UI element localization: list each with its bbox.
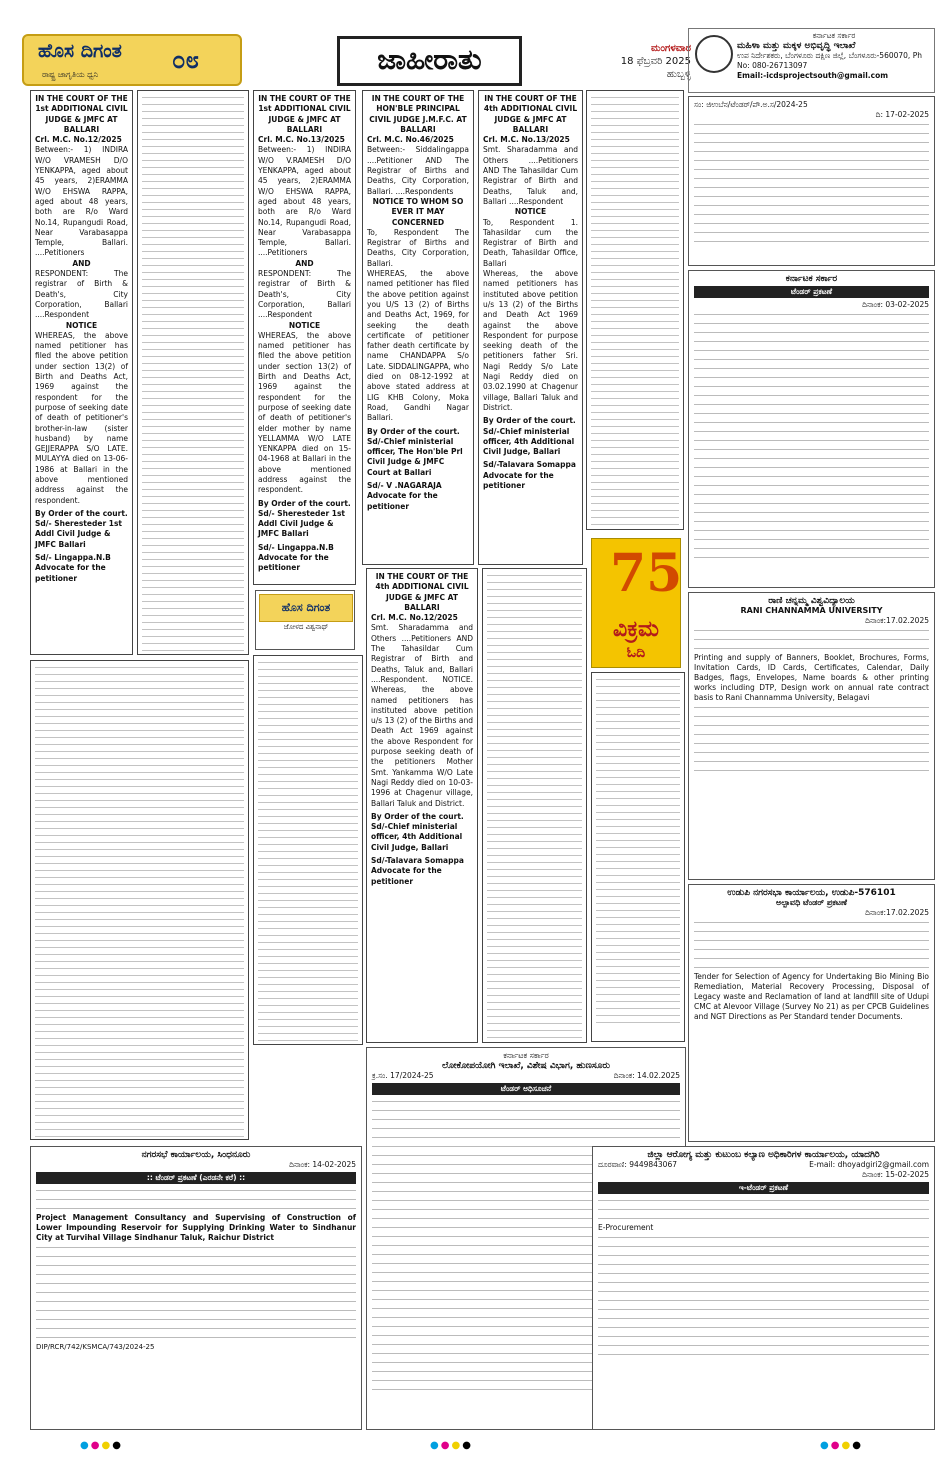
ad-email: E-mail: dhoyadgiri2@gmail.com <box>809 1160 929 1169</box>
ad-footer: DIP/RCR/742/KSMCA/743/2024-25 <box>36 1343 155 1351</box>
udupi-tender <box>688 884 935 1142</box>
notice-body: Smt. Sharadamma and Others ....Petitioners AND The Tahasildar Cum Registrar of Birth and Deaths, Taluk and, Ballari ....Respondent. NOTICE. Whereas, the above named petitioners has instituted above petition u/s 13 (2) of the Births and Death Act 1969 against the above Respondent for purpose seeking death of the petitioners Mother Smt. Yankamma W/O Late Nagi Reddy died on 10-03-1996 at Chagenur village, Ballari Taluk and District. <box>371 623 473 808</box>
case-number: Crl. M.C. No.12/2025 <box>35 135 122 145</box>
notice-label: NOTICE <box>65 320 98 330</box>
court-name: IN THE COURT OF THE 4th ADDITIONAL CIVIL JUDGE & JMFC AT BALLARI <box>375 572 469 612</box>
ad-office: ನಗರಸಭೆ ಕಾರ್ಯಾಲಯ, ಸಿಂಧನೂರು <box>141 1150 251 1160</box>
ad-ref: ಕ್ರ.ಸಂ. 17/2024-25 <box>372 1071 434 1080</box>
city: ಹುಬ್ಬಳ್ಳಿ <box>666 69 691 80</box>
kannada-notice-b <box>586 90 684 530</box>
notice-body: WHEREAS, the above named petitioner has filed the above petition under section 13(2) of Birth and Deaths Act, 1969 against the respondent for the purpose of seeking date of death of petitioner's elder mother by name YELLAMMA W/O LATE YENKAPPA died on 15-04-1968 at Ballari in the above mentioned address against the respondent. <box>258 330 351 495</box>
logo-tagline: ರಾಷ್ಟ್ರ ಜಾಗೃತಿಯ ಧ್ವನಿ <box>42 70 99 79</box>
ad-sub: ಟೆಂಡರ್ ಪ್ರಕಟಣೆ <box>694 286 929 298</box>
ad-ref: ದಿನಾಂಕ:17.02.2025 <box>865 616 929 625</box>
sindhanur-tender <box>30 1146 362 1430</box>
order-signature: By Order of the court. Sd/-Chief ministerial officer, 4th Additional Civil Judge, Ballari <box>483 416 576 457</box>
notice-body: Whereas, the above named petitioners has instituted above petition u/s 13 (2) of the Births and Death Act 1969 against the above Respondent for purpose seeking death of the petitioners father Sri. Nagi Reddy S/o Late Nagi Reddy died on 03.02.1990 at Chagenur village, Ballari Taluk and District. <box>483 269 578 412</box>
kannada-notice-d <box>253 655 363 1045</box>
court-notice-1 <box>30 90 133 655</box>
notice-label: NOTICE <box>288 320 321 330</box>
court-name: IN THE COURT OF THE HON'BLE PRINCIPAL CIVIL JUDGE J.M.F.C. AT BALLARI <box>369 94 467 134</box>
ad-title: ಇ-ಟೆಂಡರ್ ಪ್ರಕಟಣೆ <box>598 1182 929 1194</box>
gov-ref: ಸಂ: ಜಿಉಬೆನ/ಟೆಂಡರ್/ಪೌ.ಅ.ಸ/2024-25 <box>694 100 808 109</box>
notice-label: NOTICE TO WHOM SO EVER IT MAY CONCERNED <box>372 196 464 227</box>
ad-title: :: ಟೆಂಡರ್ ಪ್ರಕಟಣೆ (ಎರಡನೇ ಕರೆ) :: <box>36 1172 356 1184</box>
advocate: Sd/-Talavara Somappa Advocate for the petitioner <box>483 460 576 490</box>
notice-body: WHEREAS, the above named petitioner has filed the above petition under section 13(2) of Birth and Deaths Act, 1969 against the respondent for the purpose of seeking date of death of petitioner's brother-in-law (sister husband) by name GEJJERAPPA S/O LATE. MULAYYA died on 13-06-1986 at Ballari in the above mentioned address against the respondent. <box>35 330 128 505</box>
mini-ad <box>255 590 355 650</box>
respondent: To, Respondent The Registrar of Births and Deaths, City Corporation, Ballari. <box>367 227 469 268</box>
ad-office: ಜಿಲ್ಲಾ ಆರೋಗ್ಯ ಮತ್ತು ಕುಟುಂಬ ಕಲ್ಯಾಣ ಅಧಿಕಾರಿಗಳ ಕಾರ್ಯಾಲಯ, ಯಾದಗಿರಿ <box>647 1150 880 1160</box>
vikrama-ad <box>591 538 681 668</box>
color-registration-marks: ●●●● <box>430 1440 473 1451</box>
ad-body: Printing and supply of Banners, Booklet, Brochures, Forms, Invitation Cards, ID Cards, Certificates, Calendar, Daily Badges, flags, Envelopes, Name boards & other printing works including DTP, Design work on annual rate contract basis to Rani Channamma University, Belagavi <box>694 653 929 702</box>
gov-notice-body <box>688 96 935 266</box>
edition-number: ೦೮ <box>172 46 199 74</box>
court-name: IN THE COURT OF THE 4th ADDITIONAL CIVIL JUDGE & JMFC AT BALLARI <box>483 94 578 134</box>
court-notice-4 <box>478 90 583 565</box>
ad-body: Tender for Selection of Agency for Undertaking Bio Mining Bio Remediation, Material Recovery Processing, Disposal of Legacy waste and Reclamation of land at landfill site of Udupi CMC at Alevoor Village (Survey No 21) as per CPCB Guidelines and NGT Directions as Per Standard tender Documents. <box>694 972 929 1021</box>
mini-ad-text: ಜೋಳದ ವಿಶ್ವನಾಥ್ <box>283 623 329 631</box>
ad-body: Project Management Consultancy and Supervising of Construction of Lower Impounding Reservoir for Supplying Drinking Water to Sindhanur City at Turvihal Village Sindhanur Taluk, Raichur District <box>36 1213 356 1242</box>
gov-date: ದಿ: 17-02-2025 <box>875 110 929 119</box>
petitioners: Between:- 1) INDIRA W/O VRAMESH D/O YENKAPPA, aged about 45 years, 2)ERAMMA W/O EHSWA RAPPA, aged about 48 years, both are R/o Ward No.14, Rupangudi Road, Near Varabasappa Temple, Ballari. ....Petitioners <box>35 145 128 258</box>
ad-label: ಟೆಂಡರ್ ಅಧಿಸೂಚನೆ <box>372 1083 680 1095</box>
date-block <box>583 42 691 81</box>
ad-head: ಉಡುಪಿ ನಗರಸಭಾ ಕಾರ್ಯಾಲಯ, ಉಡುಪಿ-576101 <box>727 888 896 898</box>
court-notice-5 <box>366 568 478 1043</box>
gov-email: Email:-icdsprojectsouth@gmail.com <box>737 71 889 80</box>
color-registration-marks: ●●●● <box>820 1440 863 1451</box>
petitioners: Between:- 1) INDIRA W/O V.RAMESH D/O YENKAPPA, aged about 45 years, 2)ERAMMA W/O EHSWA RAPPA, aged about 48 years, both are R/o Ward No.14, Rupangudi Road, Near Varabasappa Temple, Ballari. ....Petitioners <box>258 145 351 258</box>
case-number: Crl. M.C. No.13/2025 <box>258 135 345 145</box>
advocate: Sd/- V .NAGARAJA Advocate for the petitioner <box>367 480 442 511</box>
gov-notice <box>688 28 935 93</box>
yadgiri-tender <box>592 1146 935 1430</box>
kannada-notice-e <box>482 568 587 1043</box>
banner <box>337 36 522 86</box>
notice-body: WHEREAS, the above named petitioner has filed the above petition against you U/S 13 (2) of Births and Deaths Act, 1969, for seeking the death certificate of petitioner father death certificate by name CHANDAPPA S/o Late. SIDDALINGAPPA, who died on 08-12-1992 at above stated address at LIG KHB Colony, Moka Road, Gandhi Nagar Ballari. <box>367 269 469 423</box>
ad-body: E-Procurement <box>598 1223 654 1232</box>
case-number: Crl. M.C. No.12/2025 <box>371 613 458 623</box>
case-number: Crl. M.C. No.46/2025 <box>367 135 454 145</box>
court-notice-2 <box>253 90 356 585</box>
respondent: RESPONDENT: The registrar of Birth & Death's, City Corporation, Ballari ....Respondent <box>258 269 351 320</box>
advocate: Sd/-Talavara Somappa Advocate for the petitioner <box>371 856 464 886</box>
kannada-notice-c <box>30 660 249 1140</box>
order-signature: By Order of the court. Sd/-Chief ministerial officer, 4th Additional Civil Judge, Ballari <box>371 811 464 852</box>
ad-sub: RANI CHANNAMMA UNIVERSITY <box>740 606 883 615</box>
ad-ref: ದಿನಾಂಕ: 03-02-2025 <box>862 300 929 309</box>
ad-sub: ಅಲ್ಪಾವಧಿ ಟೆಂಡರ್ ಪ್ರಕಟಣೆ <box>776 898 847 907</box>
notice-label: NOTICE <box>514 207 547 217</box>
gov-title: ಮಹಿಳಾ ಮತ್ತು ಮಕ್ಕಳ ಅಭಿವೃದ್ಧಿ ಇಲಾಖೆ <box>737 41 856 51</box>
court-notice-3 <box>362 90 474 565</box>
color-registration-marks: ●●●● <box>80 1440 123 1451</box>
ad-head: ರಾಣಿ ಚನ್ನಮ್ಮ ವಿಶ್ವವಿದ್ಯಾಲಯ <box>768 596 855 606</box>
and-label: AND <box>295 258 314 268</box>
newspaper-logo <box>22 34 242 86</box>
vikrama-title: ವಿಕ್ರಮ <box>613 617 659 642</box>
tender-notice-a <box>688 270 935 588</box>
ad-head: ಕರ್ನಾಟಕ ಸರ್ಕಾರ <box>785 274 838 284</box>
respondent: RESPONDENT: The registrar of Birth & Death's, City Corporation, Ballari ....Respondent <box>35 269 128 320</box>
ad-head: ಕರ್ನಾಟಕ ಸರ್ಕಾರ <box>503 1051 549 1060</box>
gov-line1: ಕರ್ನಾಟಕ ಸರ್ಕಾರ <box>812 31 856 40</box>
and-label: AND <box>72 258 91 268</box>
court-name: IN THE COURT OF THE 1st ADDITIONAL CIVIL JUDGE & JMFC AT BALLARI <box>35 94 128 134</box>
banner-title: ಜಾಹೀರಾತು <box>377 43 482 76</box>
government-seal-icon <box>695 35 733 73</box>
mini-ad-logo: ಹೊಸ ದಿಗಂತ <box>259 594 353 622</box>
court-name: IN THE COURT OF THE 1st ADDITIONAL CIVIL JUDGE & JMFC AT BALLARI <box>258 94 351 134</box>
petitioners: Smt. Sharadamma and Others ....Petitioners AND The Tahasildar Cum Registrar of Birth and Deaths, Taluk and, Ballari ....Respondent <box>483 145 578 206</box>
anniversary-number: 75 <box>610 543 683 604</box>
kannada-notice-f <box>591 672 685 1042</box>
order-signature: By Order of the court. Sd/- Sheresteder 1st Addl Civil Judge & JMFC Ballari <box>35 508 128 549</box>
ad-date: ದಿನಾಂಕ: 15-02-2025 <box>862 1170 929 1179</box>
order-signature: By Order of the court. Sd/- Sheresteder 1st Addl Civil Judge & JMFC Ballari <box>258 498 351 539</box>
university-tender <box>688 592 935 880</box>
case-number: Crl. M.C. No.13/2025 <box>483 135 570 145</box>
advocate: Sd/- Lingappa.N.B Advocate for the petitioner <box>258 542 334 573</box>
issue-date: 18 ಫೆಬ್ರವರಿ 2025 <box>620 56 691 67</box>
gov-address: ಉಪ ನಿರ್ದೇಶಕರು, ಬೆಂಗಳೂರು ದಕ್ಷಿಣ ಜಿಲ್ಲೆ, ಬೆಂಗಳೂರು-560070, Ph No: 080-26713097 <box>737 51 922 70</box>
weekday: ಮಂಗಳವಾರ <box>650 43 691 54</box>
order-signature: By Order of the court. Sd/-Chief ministerial officer, The Hon'ble Prl Civil Judge & JMFC Court at Ballari <box>367 426 463 477</box>
ad-phone: ದೂರವಾಣಿ: 9449843067 <box>598 1160 677 1169</box>
logo-title: ಹೊಸ ದಿಗಂತ <box>38 40 122 62</box>
vikrama-subtitle: ಓದಿ <box>626 645 646 661</box>
ad-ref: ದಿನಾಂಕ:17.02.2025 <box>865 908 929 917</box>
respondent: To, Respondent 1. Tahasildar cum the Registrar of Birth and Death, Tahasildar Office, Ballari <box>483 217 578 268</box>
kannada-notice-a <box>137 90 249 655</box>
ad-title: ಲೋಕೋಪಯೋಗಿ ಇಲಾಖೆ, ವಿಶೇಷ ವಿಭಾಗ, ಹುಣಸೂರು <box>441 1061 611 1071</box>
ad-date: ದಿನಾಂಕ: 14.02.2025 <box>613 1071 680 1080</box>
petitioners: Between:- Siddalingappa ....Petitioner AND The Registrar of Births and Deaths, City Corporation, Ballari. ....Respondents <box>367 145 469 196</box>
ad-date: ದಿನಾಂಕ: 14-02-2025 <box>289 1160 356 1169</box>
advocate: Sd/- Lingappa.N.B Advocate for the petitioner <box>35 553 111 583</box>
